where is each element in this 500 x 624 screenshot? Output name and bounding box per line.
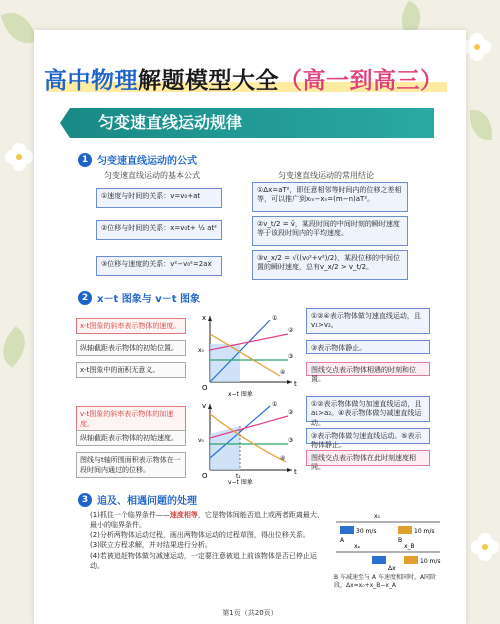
car-b-later-icon [404, 556, 418, 564]
section-3-heading: 3 追及、相遇问题的处理 [78, 492, 197, 507]
xt-axis-t-label: t [294, 380, 297, 388]
decor-leaf [1, 7, 38, 50]
vt-curve-label-3: ③ [288, 437, 294, 444]
xt-area-label: x-t图象中的面积无意义。 [76, 362, 186, 378]
vt-note-intersection: 图线交点表示物体在此时刻速度相同。 [306, 450, 430, 466]
xt-x0-label: x₀ [198, 347, 204, 354]
vt-intercept-label: 纵轴截距表示物体的初始速度。 [76, 430, 186, 446]
decor-flower-icon [478, 540, 492, 554]
xt-note-uniform: ①②④表示物体做匀速直线运动，且v₁>v₂。 [306, 308, 430, 334]
decor-leaf [0, 326, 34, 367]
vt-area-label: 图线与t轴所围面积表示物体在一段时间内通过的位移。 [76, 452, 186, 478]
method-item-2: (2)分析两物体运动过程，画出两物体运动的过程草图，得出位移关系。 [90, 531, 310, 540]
vt-caption: v−t 图象 [228, 479, 253, 486]
page-title: 高中物理解题模型大全（高一到高三） [44, 68, 444, 94]
car-a-label: A [340, 537, 345, 544]
xt-note-intersection: 图线交点表示物体相遇的时刻和位置。 [306, 362, 430, 376]
xt-curve-label-2: ② [288, 327, 294, 334]
conclusion-2: ②v_t/2 = v̄，某段时间的中间时刻的瞬时速度等于该段时间内的平均速度。 [252, 216, 408, 246]
method-item-1: (1)抓住一个临界条件——速度相等，它是物体间能否追上或两者距离最大、最小的临界条件。 [90, 511, 324, 530]
topic-banner: 匀变速直线运动规律 [70, 108, 434, 138]
vt-v-arrow [208, 404, 212, 409]
xt-curve-label-1: ① [272, 315, 278, 322]
xa-label: xₐ [354, 543, 360, 550]
xt-note-static: ③表示物体静止。 [306, 340, 430, 354]
speed-b-label: 10 m/s [414, 528, 435, 535]
conclusions-heading: 匀变速直线运动的常用结论 [278, 171, 374, 180]
vt-slope-label: v-t图象的斜率表示物体的加速度。 [76, 406, 186, 432]
vt-t-arrow [287, 468, 292, 472]
method-item-4: (4)若被追赶物体做匀减速运动，一定要注意被追上前该物体是否已停止运动。 [90, 551, 317, 570]
vt-note-uniform: ③表示物体做匀速直线运动。⑤表示物体静止。 [306, 428, 430, 444]
formula-displacement-time: ②位移与时间的关系：x=v₀t+ ½ at² [96, 220, 222, 240]
vt-t1-label: t₁ [236, 473, 241, 480]
xt-curve-label-4: ④ [280, 369, 286, 376]
chase-method-list [90, 510, 330, 571]
vt-note-accel: ①②表示物体做匀加速直线运动，且a₁>a₂。④表示物体做匀减速直线运动。 [306, 396, 430, 422]
car-a-icon [340, 526, 354, 534]
vt-axis-v-label: v [202, 402, 207, 410]
xt-slope-label: x-t图象的斜率表示物体的速度。 [76, 318, 186, 334]
vt-origin-label: O [202, 472, 208, 480]
xt-origin-label: O [202, 384, 208, 392]
xt-graph [190, 310, 300, 398]
method-item-3: (3)联立方程求解，并对结果进行分析。 [90, 541, 212, 550]
vt-graph [190, 398, 300, 486]
vt-axis-t-label: t [294, 468, 297, 476]
conclusion-1: ①Δx=aT²，即任意相邻等时间内的位移之差相等，可以推广到xₘ−xₙ=(m−n)aT²。 [252, 182, 408, 212]
section-2-heading: 2 x－t 图象与 v－t 图象 [78, 290, 200, 305]
conclusion-3: ③v_x/2 = √((v₀²+v²)/2)，某段位移的中间位置的瞬时速度，总有v_x/2 > v_t/2。 [252, 250, 408, 280]
xt-curve-label-3: ③ [288, 353, 294, 360]
speed-a-label: 30 m/s [356, 528, 377, 535]
chase-diagram [334, 508, 444, 572]
chase-note: B 车减速至与 A 车速度相同时，A同阶段，Δx=x₀+x_B−x_A [334, 574, 437, 590]
vt-curve-label-1: ① [272, 401, 278, 408]
vt-curve-label-2: ② [288, 409, 294, 416]
xt-intercept-label: 纵轴截距表示物体的初始位置。 [76, 340, 186, 356]
car-b-icon [398, 526, 412, 534]
x0-label: x₀ [374, 513, 380, 520]
basic-formulas-heading: 匀变速直线运动的基本公式 [104, 171, 200, 180]
car-a-later-icon [372, 556, 386, 564]
formula-velocity-displacement: ③位移与速度的关系：v²−v₀²=2ax [96, 256, 222, 276]
xt-line-2 [210, 334, 288, 350]
dx-label: Δx [388, 565, 396, 572]
formula-velocity-time: ①速度与时间的关系：v=v₀+at [96, 188, 222, 208]
decor-flower-icon [470, 40, 484, 54]
xt-caption: x−t 图象 [228, 391, 253, 398]
vt-curve-label-4: ④ [280, 455, 286, 462]
section-1-heading: 1 匀变速直线运动的公式 [78, 152, 197, 167]
page-footer: 第1页（共20页） [222, 609, 278, 617]
vt-v0-label: v₀ [198, 437, 204, 444]
vt-line-2 [210, 416, 288, 438]
xt-axis-x-label: x [202, 314, 207, 322]
xb-label: x_B [404, 543, 415, 550]
car-b-label: B [398, 537, 403, 544]
xt-t-arrow [287, 380, 292, 384]
decor-leaf [470, 110, 492, 140]
speed-b2-label: 10 m/s [420, 558, 441, 565]
decor-flower-icon [12, 150, 26, 164]
xt-x-arrow [208, 316, 212, 321]
